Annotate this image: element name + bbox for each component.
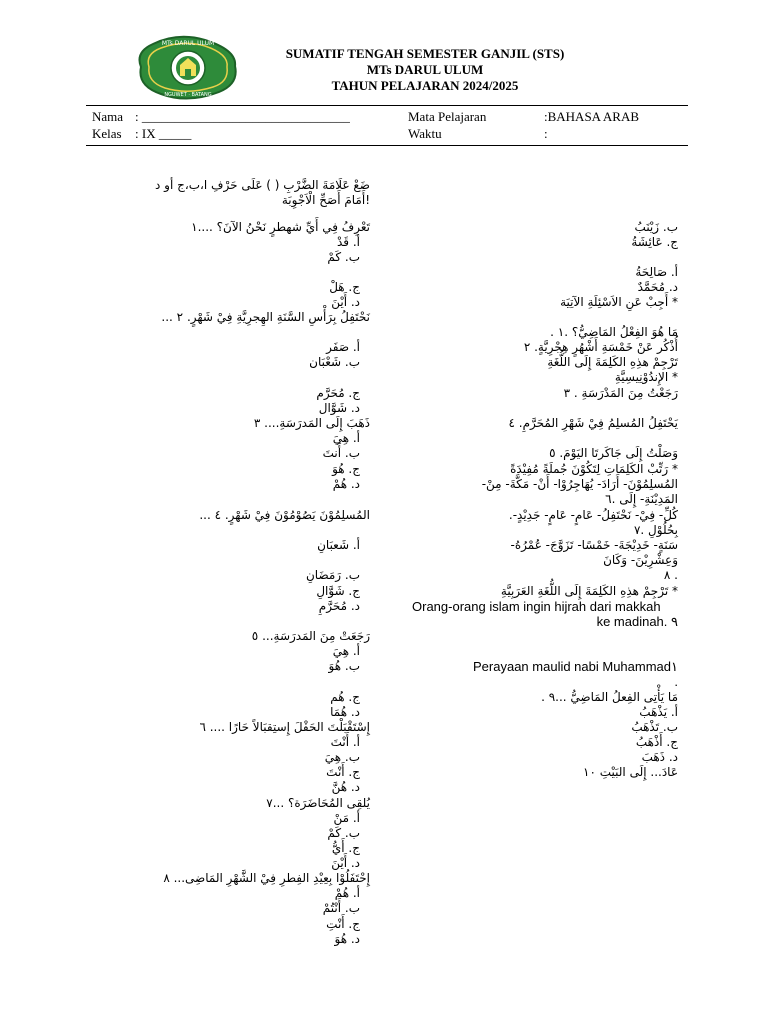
answer-option[interactable]: أ. أَنْتَ xyxy=(330,735,360,749)
answer-option[interactable]: د. هُنَّ xyxy=(331,780,360,794)
essay-question: وَعِشْرِيْنَ- وَكَانَ xyxy=(603,553,678,567)
answer-option[interactable]: د. هُوَ xyxy=(334,932,360,946)
essay-question: يَحْتَفِلُ المُسلِمُ فِيْ شَهْرِ المُحَرَّمِ. ٤ xyxy=(508,416,678,430)
answer-option[interactable]: ب. أَنْتُمْ xyxy=(322,901,360,915)
question-text: إِسْتَقْبَلْتَ الحَفْلَ إِستِقبَالاً حَارًا .... ٦ xyxy=(199,720,370,734)
answer-option[interactable]: أ. صَالِحَةُ xyxy=(635,265,678,279)
answer-option[interactable]: ج. عَائِشَةُ xyxy=(631,235,678,249)
kelas-field[interactable]: : IX _____ xyxy=(135,126,192,141)
question-text: تَعْرِفُ فِي أَيِّ شهطرٍ نَحْنُ الآنَ؟ ....١ xyxy=(191,220,370,234)
answer-option[interactable]: ب. تَذْهَبُ xyxy=(631,720,678,734)
essay-question: المَدِيْنَةِ- إِلَى .٦ xyxy=(605,492,678,506)
header-rule-bottom xyxy=(86,145,688,146)
academic-year: TAHUN PELAJARAN 2024/2025 xyxy=(331,78,519,93)
question-text: إِحْتَفَلُوْا بِعِيْدِ الفِطرِ فِيْ الشَّهْرِ المَاضِى... ٨ xyxy=(163,871,370,885)
question-text: يُلقِى المُحَاضَرَة؟ ...٧ xyxy=(266,796,370,810)
answer-option[interactable]: ب. زَيْنَبُ xyxy=(634,220,678,234)
answer-option[interactable]: أ. يَذْهَبُ xyxy=(639,705,678,719)
essay-question: . ٨ xyxy=(663,568,678,582)
answer-option[interactable]: د. أَيْنَ xyxy=(331,856,360,870)
answer-option[interactable]: أ. هِيَ xyxy=(332,431,360,445)
nama-label: Nama xyxy=(92,109,124,124)
answer-option[interactable]: د. شَوَّال xyxy=(318,401,360,415)
waktu-label: Waktu xyxy=(408,126,442,141)
section-instruction: * تَرْجِمْ هذِهِ الكَلِمَةَ إِلَى اللُّغَةِ العَرَبِيَّةِ xyxy=(500,584,678,598)
answer-option[interactable]: د. مُحَمَّدٌ xyxy=(637,280,678,294)
answer-option[interactable]: أ. مَنْ xyxy=(333,811,360,825)
answer-option[interactable]: أ. هُمْ xyxy=(334,886,360,900)
essay-question: كُلِّ- فِيْ- نَحْتَفِلُ- عَامٍ- عَامٍ- جَدِيْدٍ-. xyxy=(508,508,678,522)
answer-option[interactable]: د. هُمَا xyxy=(330,705,360,719)
section-instruction: تَرْجِمْ هذِهِ الكَلِمَةَ إِلَى اللُّغَةِ xyxy=(547,355,678,369)
question-text: نَحْتَفِلُ بِرَأْسِ السَّنَةِ الهِجرِيَّةِ فِيْ شَهْرٍ. ٢ ... xyxy=(161,310,370,324)
essay-question: سَنَةٍ- خَدِيْجَةَ- خَمْسًا- تَزَوَّجَ- عُمْرُهُ- xyxy=(510,538,678,552)
essay-question: بِحُلُوْلِ .٧ xyxy=(633,523,678,537)
essay-question: Orang-orang islam ingin hijrah dari makkah xyxy=(412,599,661,614)
answer-option[interactable]: ب. أَنتَ xyxy=(322,446,360,460)
section-instruction: * رَتِّبْ الكَلِمَاتِ لِتَكُوْنَ جُملَةً مُفِيْدَةً xyxy=(510,462,678,476)
answer-option[interactable]: ب. شَعْبَان xyxy=(309,355,360,369)
answer-option[interactable]: ج. هُم xyxy=(330,690,360,704)
logo-text-bottom: NGUWET · BATANG xyxy=(164,92,212,98)
instruction-line: !أَمَامَ أَصَحِّ الْاَجْوِبَة xyxy=(281,193,370,207)
logo-text: MTs DARUL ULUM xyxy=(161,40,215,47)
essay-question: المُسلِمُوْنَ- أَرَادَ- يُهَاجِرُوْا- أَنْ- مَكَّةَ- مِنْ- xyxy=(481,477,678,491)
mapel-label: Mata Pelajaran xyxy=(408,109,487,124)
essay-question: رَجَعْتُ مِنَ المَدْرَسَةِ . ٣ xyxy=(563,386,678,400)
exam-title: SUMATIF TENGAH SEMESTER GANJIL (STS) xyxy=(285,46,565,61)
answer-option[interactable]: ج. أَذْهَبُ xyxy=(635,735,678,749)
header-rule-top xyxy=(86,105,688,106)
answer-option[interactable]: أ. صَفَر xyxy=(326,340,360,354)
school-name: MTs DARUL ULUM xyxy=(366,62,484,77)
answer-option[interactable]: ب. هُوَ xyxy=(328,659,360,673)
answer-option[interactable]: د. ذَهَبَ xyxy=(641,750,678,764)
answer-option[interactable]: أ. شَعبَانِ xyxy=(317,538,360,552)
question-text: المُسلِمُوْنَ يَصُوْمُوْنَ فِيْ شَهْرٍ. ٤ ... xyxy=(199,508,370,522)
answer-option[interactable]: ج. أَنْتِ xyxy=(326,917,360,931)
answer-option[interactable]: أ. قَدْ xyxy=(337,235,360,249)
answer-option[interactable]: ج. هَلْ xyxy=(329,280,360,294)
essay-question: مَا هُوَ الفِعْلُ المَاضِيُّ؟ .١ . xyxy=(550,325,678,339)
essay-question: ke madinah. ٩ xyxy=(596,614,678,629)
question-text: عَادَ... إِلَى البَيْتِ ١٠ xyxy=(583,765,678,779)
kelas-label: Kelas xyxy=(92,126,122,141)
answer-option[interactable]: أ. هِيَ xyxy=(332,644,360,658)
answer-option[interactable]: ب. كَمْ xyxy=(327,826,360,840)
essay-question: وَصَلْتُ إِلَى جَاكَرتَا اليَوْمَ. ٥ xyxy=(549,446,678,460)
answer-option[interactable]: ج. مُحَرَّم xyxy=(316,386,360,400)
answer-option[interactable]: ج. أَنْتَ xyxy=(326,765,360,779)
essay-question: . xyxy=(674,674,678,689)
section-instruction: * الإِندُوْنِيسِيَّةِ xyxy=(614,370,678,384)
section-instruction: * أَجِبْ عَنِ الاَسْئِلَةِ الآتِيَة xyxy=(560,295,678,309)
mapel-value: :BAHASA ARAB xyxy=(544,109,639,124)
waktu-value: : xyxy=(544,126,548,141)
answer-option[interactable]: ج. هُوَ xyxy=(332,462,360,476)
essay-question: أُذْكُر عَنْ خَمْسَةِ أَشْهُرٍ هِجْرِيَّةٍ. ٢ xyxy=(523,340,678,354)
answer-option[interactable]: ج. أَيُّ xyxy=(331,841,360,855)
answer-option[interactable]: د. مُحَرَّمِ xyxy=(318,599,360,613)
answer-option[interactable]: ب. رَمَضَانِ xyxy=(305,568,360,582)
answer-option[interactable]: د. هُمْ xyxy=(332,477,360,491)
question-text: مَا يَأْتِى الفِعلُ المَاضِيُّ ...٩ . xyxy=(541,690,678,704)
answer-option[interactable]: ج. شَوَّالِ xyxy=(316,584,360,598)
answer-option[interactable]: ب. كَمْ xyxy=(327,250,360,264)
question-text: رَجَعَتْ مِنَ المَدرَسَةِ... ٥ xyxy=(251,629,370,643)
question-text: ذَهَبَ إِلَى المَدرَسَةِ.... ٣ xyxy=(253,416,370,430)
answer-option[interactable]: ب. هِيَ xyxy=(324,750,360,764)
nama-field[interactable]: : ________________________________ xyxy=(135,109,350,124)
instruction-line: ضَعْ عَلَامَةَ الضَّرْبِ ( ) عَلَى حَرْفِ ا،ب،ج أو د xyxy=(155,178,370,192)
essay-question: Perayaan maulid nabi Muhammad١ xyxy=(473,659,678,674)
answer-option[interactable]: د. أَيْنَ xyxy=(331,295,360,309)
